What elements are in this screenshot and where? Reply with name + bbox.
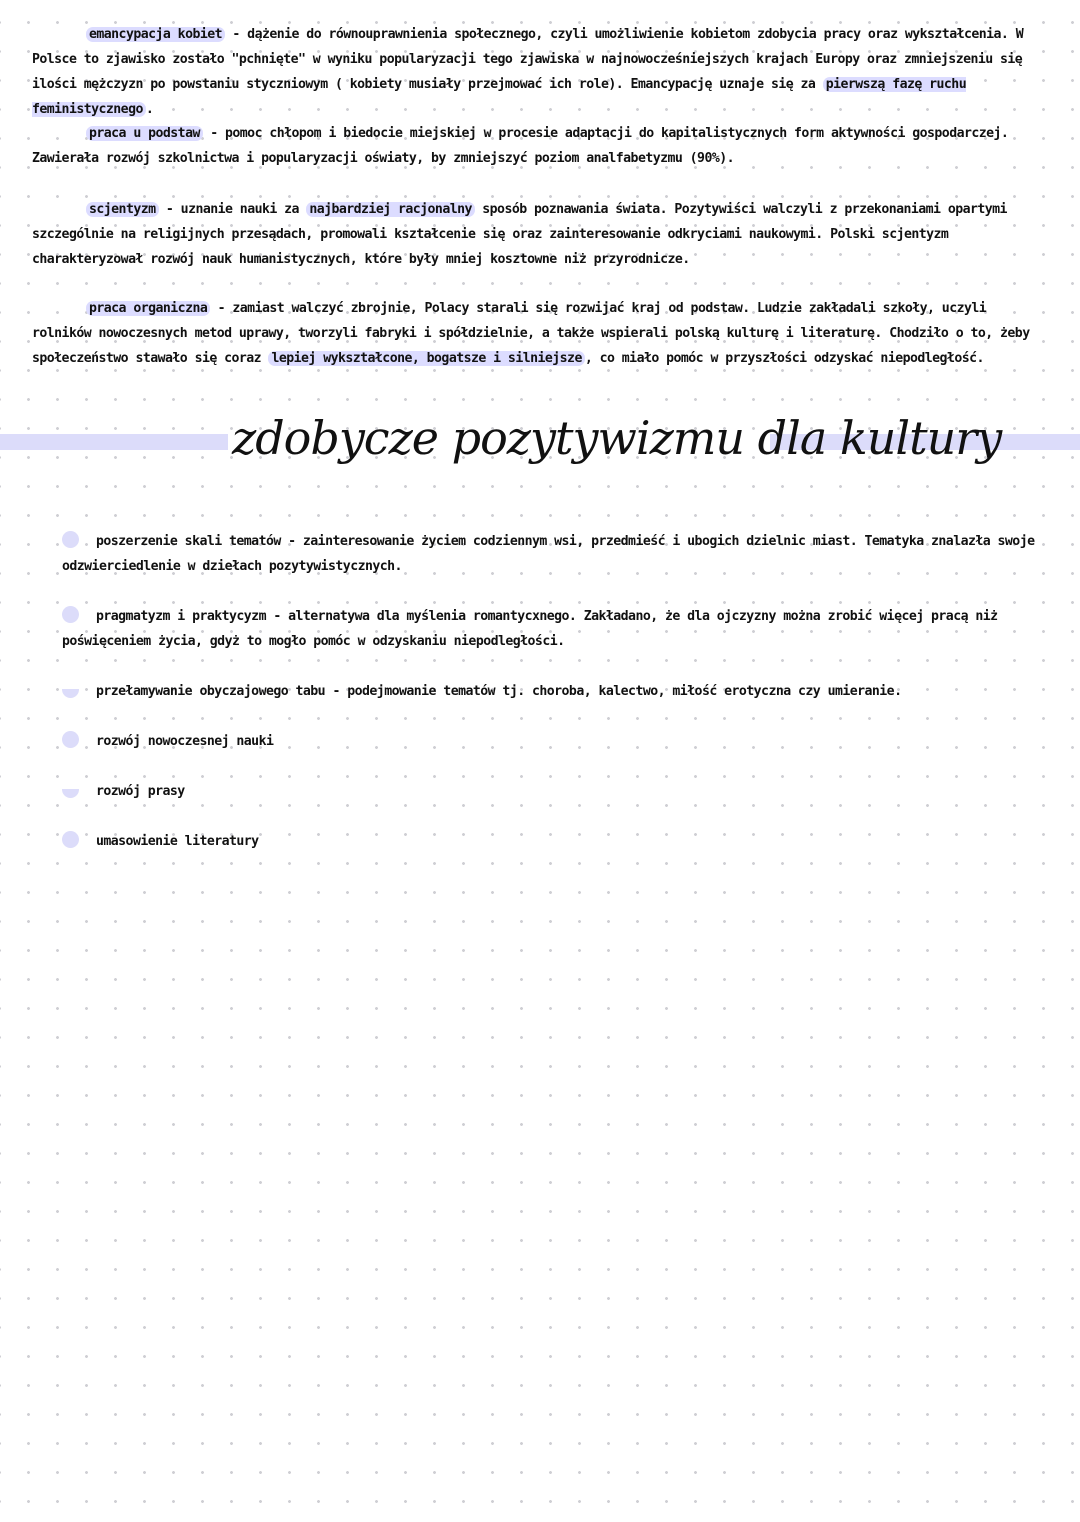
term-highlight: praca u podstaw xyxy=(86,126,203,141)
bullet-item: poszerzenie skali tematów - zainteresowanie życiem codziennym wsi, przedmieść i ubogich dzielnic miast. Tematyka znalazła swoje odzwierciedlenie w dziełach pozytywistycznych. xyxy=(62,529,1037,579)
phrase-highlight: lepiej wykształcone, bogatsze i silniejsze xyxy=(268,351,584,366)
definition-praca-u-podstaw: praca u podstaw - pomoc chłopom i biedocie miejskiej w procesie adaptacji do kapitalistycznych form aktywności gospodarczej. Zawierała rozwój szkolnictwa i popularyzacji oświaty, by zmniejszyć poziom analfabetyzmu (90%). xyxy=(32,126,1009,166)
bullet-item: rozwój nowoczesnej nauki xyxy=(62,729,1037,754)
definition-emancypacja: emancypacja kobiet - dążenie do równouprawnienia społecznego, czyli umożliwienie kobietom zdobycia pracy oraz wykształcenia. W Polsce to zjawisko zostało "pchnięte" w wyniku popularyzacji tego zjawiska w najnowocześniejszych krajach Europy oraz zmniejszeniu się ilości mężczyzn po powstaniu styczniowym ( kobiety musiały przejmować ich role). Emancypację uznaje się za pierwszą fazę ruchu feministycznego . xyxy=(32,27,1024,117)
term-highlight: scjentyzm xyxy=(86,202,159,217)
bullet-dot-icon xyxy=(62,731,79,748)
bullet-item: umasowienie literatury xyxy=(62,829,1037,854)
phrase-highlight: pierwszą fazę ruchu feministycznego xyxy=(32,77,967,117)
section-heading: zdobycze pozytywizmu dla kultury xyxy=(232,411,1002,465)
term-highlight: praca organiczna xyxy=(86,301,210,316)
bullet-dot-icon xyxy=(62,689,79,698)
bullet-dot-icon xyxy=(62,831,79,848)
bullet-dot-icon xyxy=(62,789,79,798)
bullet-item: rozwój prasy xyxy=(62,779,1037,804)
heading-bar-left xyxy=(0,434,228,450)
bullet-item: pragmatyzm i praktycyzm - alternatywa dla myślenia romantycxnego. Zakładano, że dla ojczyzny można zrobić więcej pracą niż poświęceniem życia, gdyż to mogło pomóc w odzyskaniu niepodległości. xyxy=(62,604,1037,654)
phrase-highlight: najbardziej racjonalny xyxy=(306,202,475,217)
definition-scjentyzm: scjentyzm - uznanie nauki za najbardziej racjonalny sposób poznawania świata. Pozytywiści walczyli z przekonaniami opartymi szczególnie na religijnych przesądach, promowali kształcenie się oraz zainteresowanie odkryciami naukowymi. Polski scjentyzm charakteryzował rozwój nauk humanistycznych, które były mniej kosztowne niż przyrodnicze. xyxy=(32,202,1007,267)
bullet-item: przełamywanie obyczajowego tabu - podejmowanie tematów tj. choroba, kalectwo, miłość erotyczna czy umieranie. xyxy=(62,679,1037,704)
definition-praca-organiczna: praca organiczna - zamiast walczyć zbrojnie, Polacy starali się rozwijać kraj od podstaw. Ludzie zakładali szkoły, uczyli rolników nowoczesnych metod uprawy, tworzyli fabryki i spółdzielnie, a także wspierali polską kulturę i literaturę. Chodziło o to, żeby społeczeństwo stawało się coraz lepiej wykształcone, bogatsze i silniejsze , co miało pomóc w przyszłości odzyskać niepodległość. xyxy=(32,301,1030,366)
term-highlight: emancypacja kobiet xyxy=(86,27,225,42)
bullet-dot-icon xyxy=(62,606,79,623)
bullet-dot-icon xyxy=(62,531,79,548)
